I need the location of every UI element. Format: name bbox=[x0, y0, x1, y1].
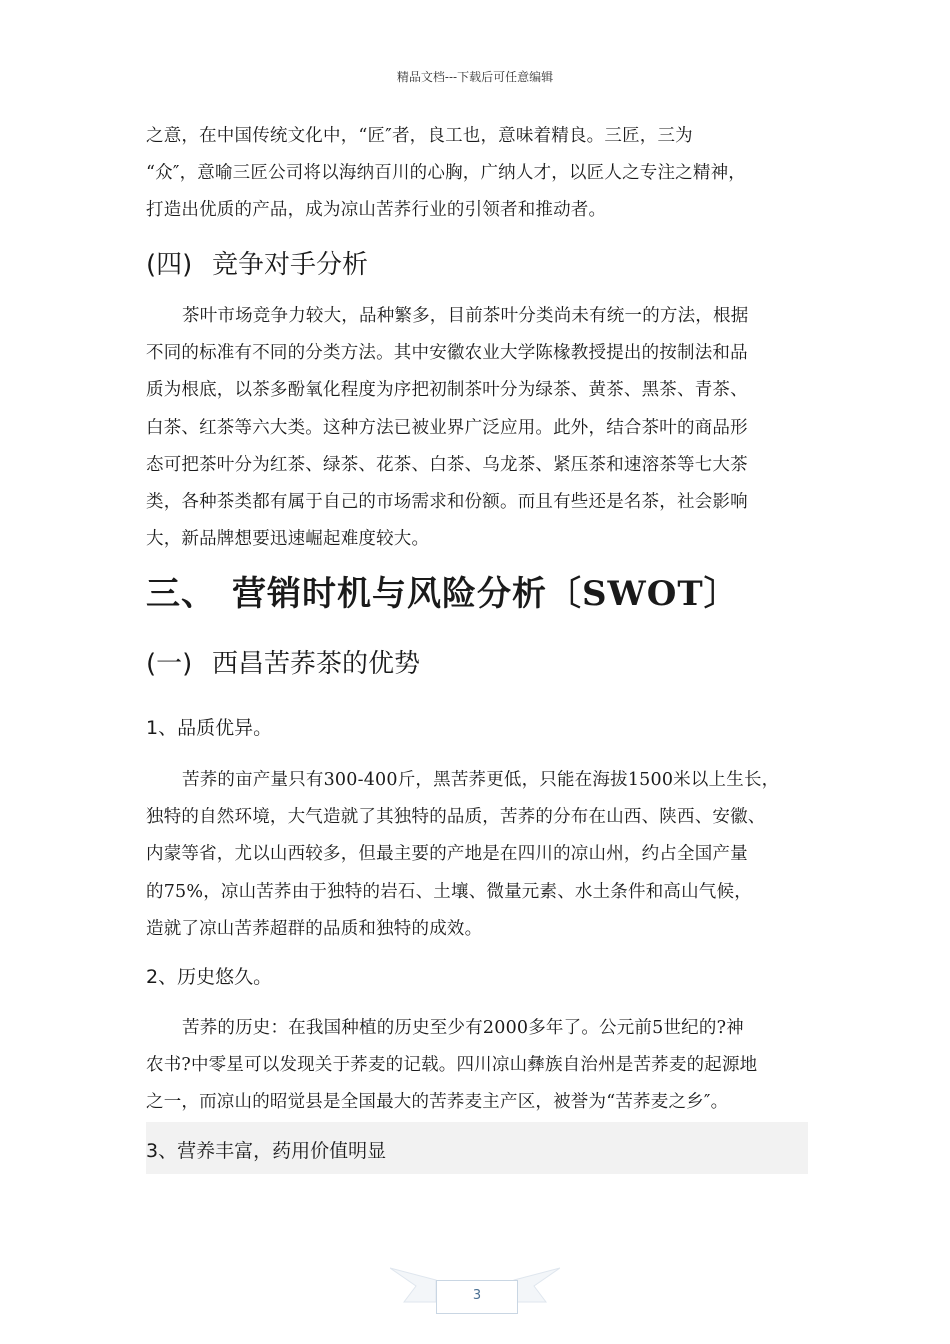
chapter-number: 三、 bbox=[146, 574, 216, 614]
text-line: 的75%，凉山苦荞由于独特的岩石、土壤、微量元素、水土条件和高山气候， bbox=[146, 881, 752, 902]
paragraph-quality bbox=[146, 762, 810, 948]
page-header: 精品文档---下载后可任意编辑 bbox=[396, 70, 554, 84]
text-line: 大，新品牌想要迅速崛起难度较大。 bbox=[146, 529, 430, 550]
item-heading-history: 2、历史悠久。 bbox=[146, 966, 273, 988]
text-line: 之一，而凉山的昭觉县是全国最大的苦荞麦主产区，被誉为“苦荞麦之乡″。 bbox=[146, 1092, 729, 1113]
chapter-title: 营销时机与风险分析〔SWOT〕 bbox=[232, 574, 739, 614]
text-line: 白茶、红茶等六大类。这种方法已被业界广泛应用。此外，结合茶叶的商品形 bbox=[146, 417, 748, 438]
text-line: 之意，在中国传统文化中，“匠″者，良工也，意味着精良。三匠，三为 bbox=[146, 126, 693, 146]
text-line: 态可把茶叶分为红茶、绿茶、花茶、白茶、乌龙茶、紧压茶和速溶茶等七大茶 bbox=[146, 454, 748, 475]
text-line: 内蒙等省，尤以山西较多，但最主要的产地是在四川的凉山州，约占全国产量 bbox=[146, 844, 748, 865]
text-line: “众″，意喻三匠公司将以海纳百川的心胸，广纳人才，以匠人之专注之精神， bbox=[146, 163, 746, 184]
text-line: 类，各种茶类都有属于自己的市场需求和份额。而且有些还是名茶，社会影响 bbox=[146, 492, 748, 513]
section-number: (四) bbox=[146, 250, 193, 280]
text-line: 造就了凉山苦荞超群的品质和独特的成效。 bbox=[146, 918, 483, 939]
section-heading-competitors bbox=[146, 244, 368, 281]
paragraph-competitors bbox=[146, 298, 810, 558]
section-title: 竞争对手分析 bbox=[212, 250, 369, 280]
section-title: 西昌苦荞茶的优势 bbox=[212, 649, 421, 679]
page-number: 3 bbox=[436, 1280, 518, 1314]
item-heading-nutrition: 3、营养丰富，药用价值明显 bbox=[146, 1140, 387, 1162]
text-line: 苦荞的亩产量只有300-400斤，黑苦荞更低，只能在海拔1500米以上生长， bbox=[182, 770, 780, 790]
item-heading-quality: 1、品质优异。 bbox=[146, 717, 273, 739]
text-line: 独特的自然环境，大气造就了其独特的品质，苦荞的分布在山西、陕西、安徽、 bbox=[146, 807, 766, 828]
text-line: 苦荞的历史：在我国种植的历史至少有2000多年了。公元前5世纪的?神 bbox=[182, 1018, 744, 1038]
text-line: 农书?中零星可以发现关于荞麦的记载。四川凉山彝族自治州是苦荞麦的起源地 bbox=[146, 1055, 758, 1076]
text-line: 打造出优质的产品，成为凉山苦荞行业的引领者和推动者。 bbox=[146, 200, 607, 221]
text-line: 质为根底，以茶多酚氧化程度为序把初制茶叶分为绿茶、黄茶、黑茶、青茶、 bbox=[146, 380, 748, 401]
text-line: 茶叶市场竞争力较大，品种繁多，目前茶叶分类尚未有统一的方法，根据 bbox=[182, 306, 749, 326]
paragraph-intro bbox=[146, 118, 810, 230]
section-number: (一) bbox=[146, 649, 193, 679]
paragraph-history bbox=[146, 1010, 810, 1122]
section-heading-strengths bbox=[146, 643, 420, 680]
text-line: 不同的标准有不同的分类方法。其中安徽农业大学陈椽教授提出的按制法和品 bbox=[146, 343, 748, 364]
chapter-heading-swot bbox=[146, 566, 739, 615]
